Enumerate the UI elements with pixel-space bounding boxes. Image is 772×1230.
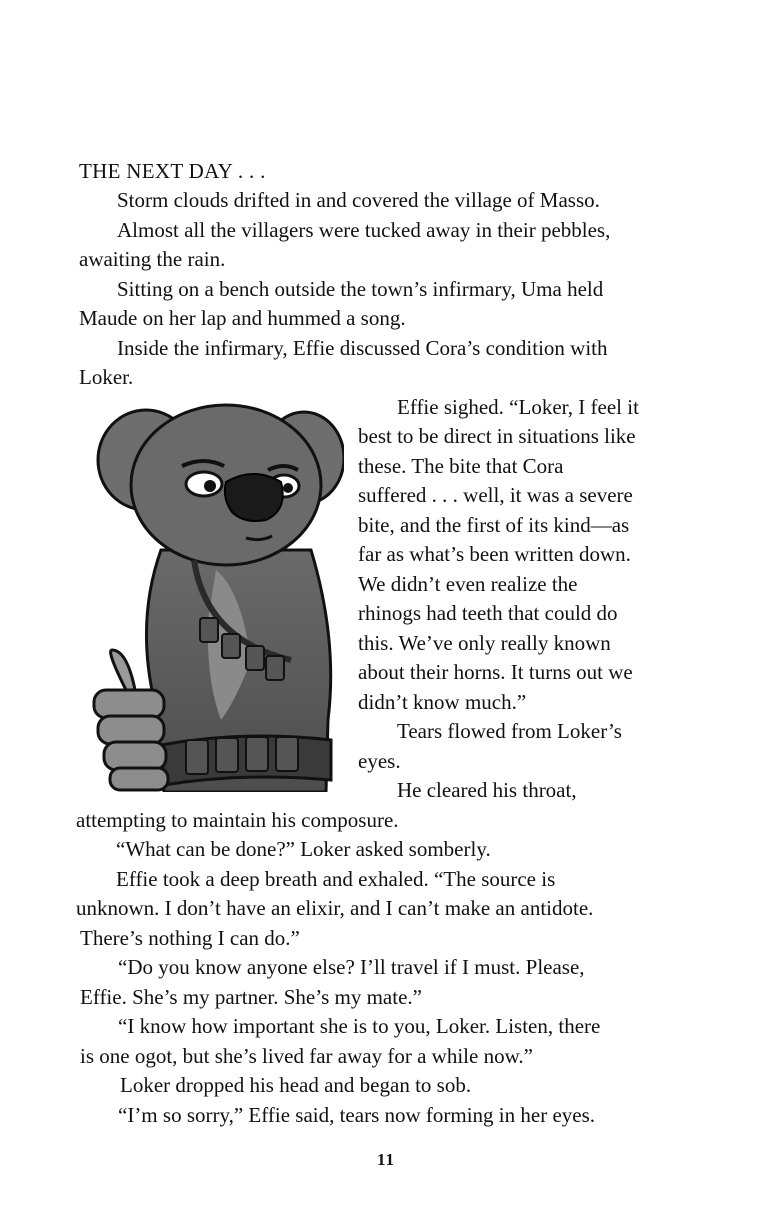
text-line: attempting to maintain his composure. <box>76 808 399 832</box>
text-line: Effie sighed. “Loker, I feel it <box>397 395 639 419</box>
text-line: didn’t know much.” <box>358 690 527 714</box>
text-line: Loker. <box>79 365 134 389</box>
text-line: Storm clouds drifted in and covered the village of Masso. <box>117 188 600 212</box>
text-line: “What can be done?” Loker asked somberly. <box>116 837 491 861</box>
text-line: rhinogs had teeth that could do <box>358 601 618 625</box>
text-line: Effie took a deep breath and exhaled. “The source is <box>116 867 556 891</box>
text-line: suffered . . . well, it was a severe <box>358 483 633 507</box>
text-line: “I know how important she is to you, Loker. Listen, there <box>118 1014 601 1038</box>
text-line: Inside the infirmary, Effie discussed Cora’s condition with <box>117 336 608 360</box>
text-line: bite, and the first of its kind—as <box>358 513 630 537</box>
chapter-heading: THE NEXT DAY . . . <box>79 159 266 183</box>
text-line: about their horns. It turns out we <box>358 660 633 684</box>
text-line: Maude on her lap and hummed a song. <box>79 306 406 330</box>
text-line: is one ogot, but she’s lived far away for a while now.” <box>80 1044 533 1068</box>
page-number: 11 <box>376 1150 396 1169</box>
text-line: unknown. I don’t have an elixir, and I can’t make an antidote. <box>76 896 594 920</box>
text-line: Almost all the villagers were tucked away in their pebbles, <box>117 218 611 242</box>
text-line: Effie. She’s my partner. She’s my mate.” <box>80 985 422 1009</box>
text-line: eyes. <box>358 749 401 773</box>
text-line: He cleared his throat, <box>397 778 577 802</box>
koala-character-icon <box>76 400 344 792</box>
text-line: awaiting the rain. <box>79 247 226 271</box>
text-line: best to be direct in situations like <box>358 424 636 448</box>
text-line: There’s nothing I can do.” <box>80 926 300 950</box>
loker-illustration <box>76 400 344 792</box>
text-line: We didn’t even realize the <box>358 572 578 596</box>
text-line: “Do you know anyone else? I’ll travel if I must. Please, <box>118 955 585 979</box>
text-line: far as what’s been written down. <box>358 542 631 566</box>
text-line: “I’m so sorry,” Effie said, tears now forming in her eyes. <box>118 1103 596 1127</box>
text-line: Tears flowed from Loker’s <box>397 719 622 743</box>
text-line: Loker dropped his head and began to sob. <box>120 1073 472 1097</box>
text-line: this. We’ve only really known <box>358 631 611 655</box>
text-line: Sitting on a bench outside the town’s infirmary, Uma held <box>117 277 604 301</box>
text-line: these. The bite that Cora <box>358 454 564 478</box>
